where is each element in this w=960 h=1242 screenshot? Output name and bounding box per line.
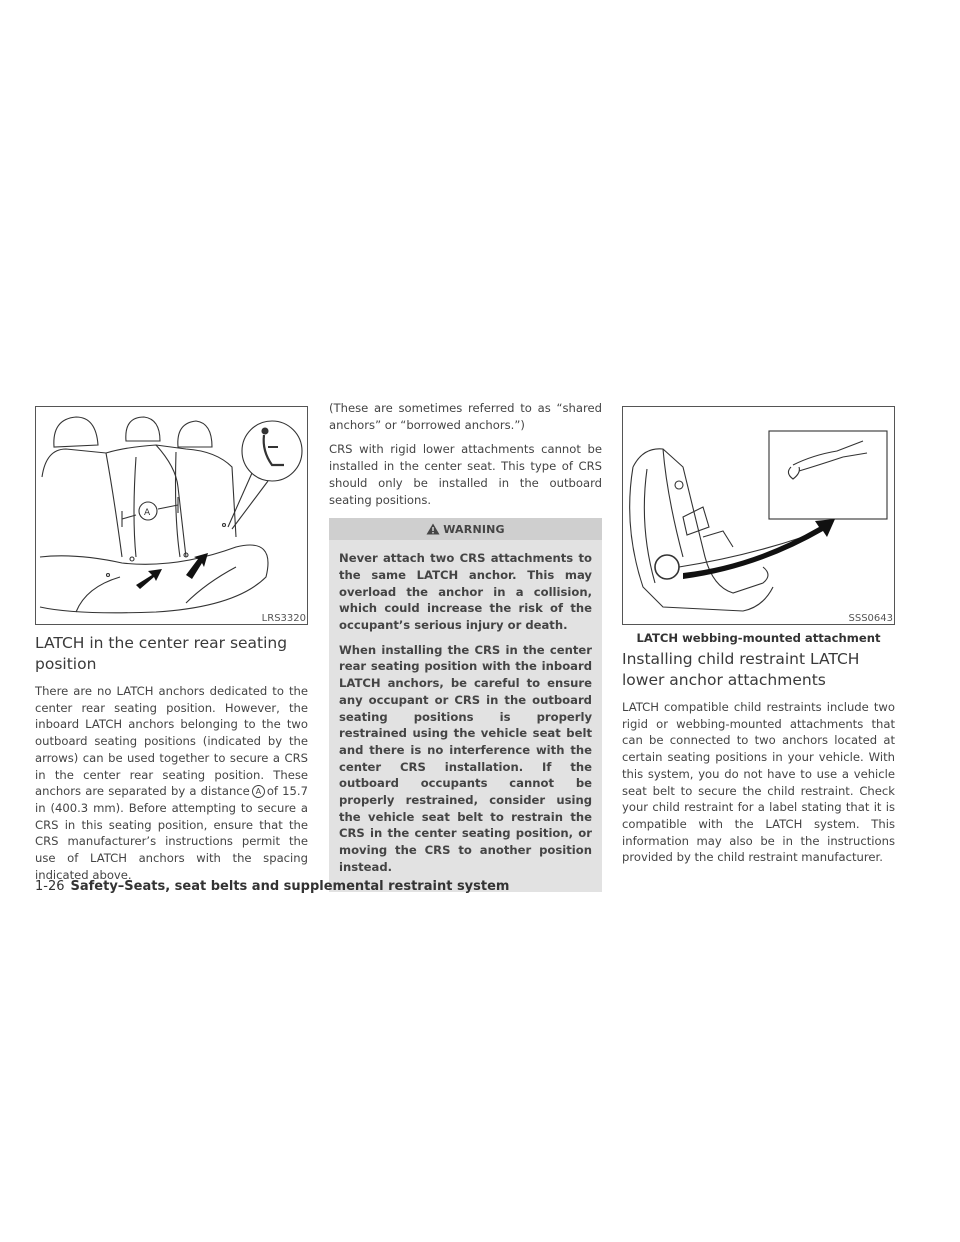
- figure-callout-label: A: [144, 508, 151, 518]
- section-heading: Installing child restraint LATCH lower anchor attachments: [622, 650, 860, 689]
- child-seat-illustration: [623, 407, 894, 624]
- rear-seat-illustration: [36, 407, 307, 624]
- page-number: 1-26: [35, 879, 65, 894]
- warning-paragraph: When installing the CRS in the center rear seating position with the inboard LATCH anchors, be careful to ensure any occupant or CRS in the outboard seating positions is properly restrained using the vehicle seat belt and there is no interference with the center CRS installation. If the outboard occupants cannot be properly restrained, consider using the vehicle seat belt to restrain the CRS in the center seating position, or moving the CRS to another position instead.: [339, 642, 592, 874]
- figure-id: LRS3320: [261, 613, 306, 624]
- left-column: [35, 406, 308, 891]
- section-heading: LATCH in the center rear seating position: [35, 634, 288, 673]
- figure-caption: LATCH webbing-mounted attachment: [636, 631, 881, 645]
- warning-paragraph: Never attach two CRS attachments to the same LATCH anchor. This may overload the anchor in a collision, which could increase the risk of the occupant’s serious injury or death.: [339, 551, 592, 633]
- body-paragraph: CRS with rigid lower attachments cannot be installed in the center seat. This type of CRS should only be installed in the outboard seating positions.: [329, 442, 602, 507]
- section-title: Safety–Seats, seat belts and supplemental restraint system: [70, 879, 510, 894]
- body-paragraph: There are no LATCH anchors dedicated to the center rear seating position. However, the inboard LATCH anchors belonging to the two outboard seating positions (indicated by the arrows) can be used together to secure a CRS in the center rear seating position. These anchors are separated by a distance A of 15.7 in (400.3 mm). Before attempting to secure a CRS in this seating position, ensure that the CRS manufacturer’s instructions permit the use of LATCH anchors with the spacing indicated above.: [35, 684, 308, 882]
- warning-label: WARNING: [443, 522, 505, 536]
- warning-triangle-icon: [426, 523, 440, 535]
- body-paragraph: (These are sometimes referred to as “shared anchors” or “borrowed anchors.”): [329, 401, 602, 432]
- webbing-attachment-figure: [622, 406, 895, 625]
- middle-column: [329, 400, 602, 892]
- body-paragraph: LATCH compatible child restraints include two rigid or webbing-mounted attachments that can be connected to two anchors located at certain seating positions in your vehicle. With this system, you do not have to use a vehicle seat belt to secure the child restraint. Check your child restraint for a label stating that it is compatible with the LATCH system. This information may also be in the instructions provided by the child restraint manufacturer.: [622, 700, 895, 865]
- callout-marker: A: [252, 785, 265, 798]
- rear-seat-latch-figure: [35, 406, 308, 625]
- warning-box: [329, 518, 602, 891]
- warning-header: [329, 518, 602, 540]
- right-column: [622, 406, 895, 874]
- page-footer: [35, 879, 509, 894]
- figure-id: SSS0643: [848, 613, 893, 624]
